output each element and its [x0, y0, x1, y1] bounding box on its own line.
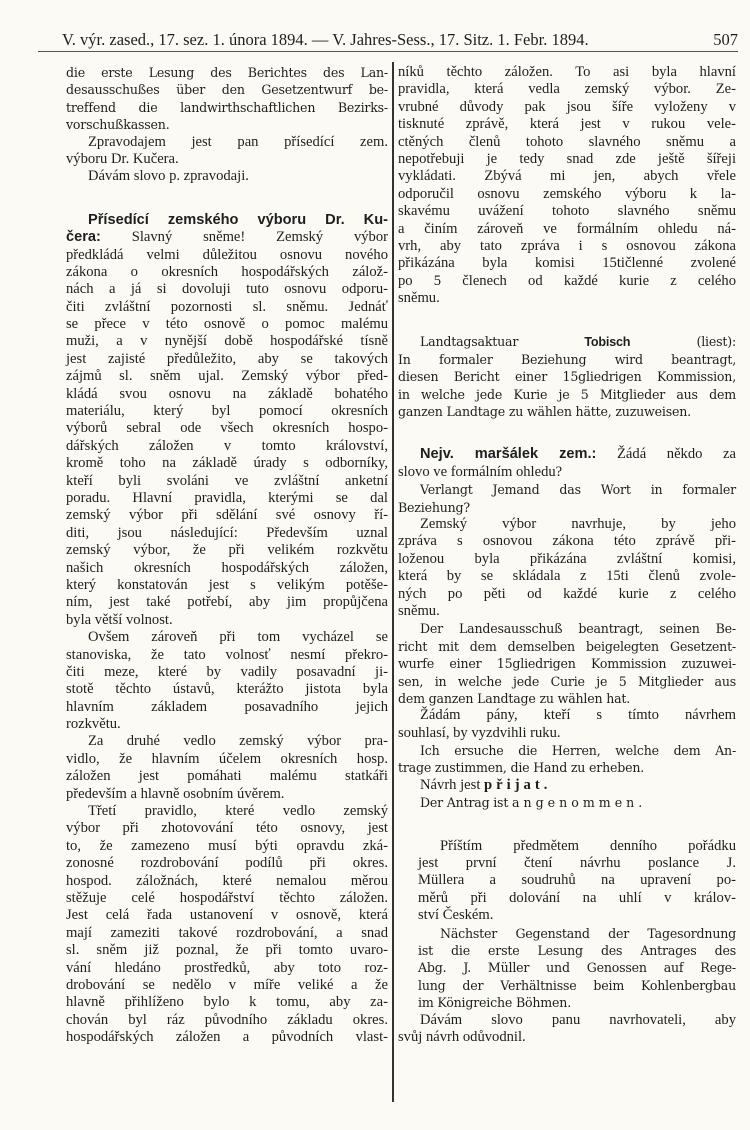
line-text: kromě toho na základě úrady s odborníky, — [66, 455, 388, 472]
line-text: sněmu. — [398, 290, 440, 307]
text-line — [66, 873, 388, 890]
text-line — [66, 577, 388, 594]
text-line — [66, 907, 388, 924]
line-text: ství Českém. — [418, 907, 494, 924]
line-text: dářských záložen v tomto království, — [66, 437, 388, 454]
line-text: odporučil osnovu zemského výboru k la- — [398, 185, 736, 202]
text-line — [398, 994, 736, 1011]
text-line — [398, 273, 736, 290]
text-line — [398, 81, 736, 98]
text-line — [66, 925, 388, 942]
line-text: Jest celá řada ustanovení v osnově, která — [66, 907, 388, 924]
text-line — [66, 299, 388, 316]
line-text: byla větší volnost. — [66, 611, 173, 628]
text-line — [398, 1029, 736, 1046]
text-line — [398, 603, 736, 620]
text-line — [398, 959, 736, 976]
line-text: kládá svou osnovu na základě bohatého — [66, 385, 388, 402]
text-line — [398, 499, 736, 516]
text-line — [398, 533, 736, 550]
text-line — [66, 116, 388, 133]
paragraph — [398, 707, 736, 742]
line-text: loženou byla přikázána zvláštní komisi, — [398, 550, 736, 567]
line-text: jest zajisté předůležito, aby se takových — [66, 350, 388, 367]
line-text: vrubné důvody pak jsou šíře vyloženy v — [398, 98, 736, 115]
text-line — [398, 725, 736, 742]
text-line — [398, 838, 736, 855]
line-text: Dávám slovo panu navrhovateli, aby — [420, 1011, 736, 1028]
paragraph — [398, 333, 736, 420]
text-line — [398, 351, 736, 368]
text-line — [66, 229, 388, 246]
line-text: zemský výbor při sdělání své osnovy ří- — [66, 507, 388, 524]
text-line — [66, 168, 388, 185]
text-line — [66, 490, 388, 507]
text-line — [66, 560, 388, 577]
text-line — [398, 925, 736, 942]
text-line — [398, 942, 736, 959]
line-text: svůj návrh odůvodnil. — [398, 1028, 526, 1045]
text-line — [66, 386, 388, 403]
paragraph — [398, 620, 736, 707]
text-line — [66, 264, 388, 281]
page-header — [62, 28, 738, 50]
left-column — [66, 64, 388, 1046]
text-line — [66, 612, 388, 629]
line-text: po 5 členech od každé kurie z celého — [398, 272, 736, 289]
text-line — [66, 803, 388, 820]
line-text: nepotřebuji je tedy snad zde ještě šířeji — [398, 150, 736, 167]
paragraph — [398, 481, 736, 516]
text-line — [66, 542, 388, 559]
paragraph — [398, 777, 736, 794]
line-text: která by se skládala z 15ti členů zvole- — [398, 568, 736, 585]
paragraph — [66, 212, 388, 629]
line-text: výboru Dr. Kučera. — [66, 150, 179, 167]
text-line — [398, 620, 736, 637]
line-text: drobování se nedělo v míře veliké a že — [66, 976, 388, 993]
text-line — [66, 151, 388, 168]
paragraph — [398, 516, 736, 620]
line-text: stotě těchto ústavů, kterážto jistota byla — [66, 681, 388, 698]
line-text: Žádá někdo za — [596, 446, 736, 463]
line-text: diti, jsou následující: Především uznal — [66, 524, 388, 541]
speaker-name: Nejv. maršálek zem.: — [420, 446, 597, 463]
line-text: záložen jest pomáhati malému statkáři — [66, 768, 388, 785]
text-line — [398, 481, 736, 498]
text-line — [66, 890, 388, 907]
text-line — [66, 838, 388, 855]
line-text: jest první čtení návrhu poslance J. — [418, 855, 736, 872]
line-text: nách a já si dovoluji tuto osnovu odporu- — [66, 281, 388, 298]
text-line — [66, 438, 388, 455]
line-text: především a hlavně osobním úvěrem. — [66, 785, 285, 802]
speaker-name: Přísedící zemského výboru Dr. Ku- — [88, 211, 388, 228]
line-text: Návrh jest — [420, 776, 485, 793]
line-text: a činím zároveň ve formálním ohledu ná- — [398, 220, 736, 237]
line-text: výborů sebral ode všech okresních hospo- — [66, 420, 388, 437]
text-line — [66, 629, 388, 646]
text-line — [398, 655, 736, 672]
text-line — [66, 333, 388, 350]
text-line — [66, 1029, 388, 1046]
text-line — [66, 134, 388, 151]
text-line — [398, 977, 736, 994]
line-text: vorschußkassen. — [66, 117, 170, 133]
text-line — [66, 768, 388, 785]
paragraph — [66, 64, 388, 134]
text-line — [398, 386, 736, 403]
line-text: zpráva s osnovou zákona této zprávě při- — [398, 533, 736, 550]
paragraph — [398, 446, 736, 481]
text-line — [66, 507, 388, 524]
line-text: vrh, aby tato zpráva i s osnovou zákona — [398, 237, 736, 254]
line-text: sen, in welche jede Curie je 5 Mitglieder aus — [398, 673, 736, 689]
text-line — [66, 699, 388, 716]
text-line — [398, 568, 736, 585]
line-text: slovo ve formálním ohledu? — [398, 463, 563, 480]
line-text: Der Landesausschuß beantragt, seinen Be- — [420, 621, 736, 637]
line-text: Příštím předmětem denního pořádku — [440, 837, 736, 854]
line-text: kteří byli svoláni ve zvláštní anketní — [66, 472, 388, 489]
text-line — [398, 368, 736, 385]
line-text: pravidla, která vedla zemský výbor. Ze- — [398, 81, 736, 98]
line-text: měrů při dolování na uhlí v králov- — [418, 889, 736, 906]
line-text: výbor při zhotovování této osnovy, jest — [66, 820, 388, 837]
text-line — [66, 751, 388, 768]
column-divider — [392, 62, 394, 1102]
line-text: rozkvětu. — [66, 716, 121, 733]
line-text: Slavný sněme! Zemský výbor — [100, 229, 388, 246]
line-text: trage zustimmen, die Hand zu erheben. — [398, 760, 645, 776]
line-text: vání hledáno prostředků, aby toto roz- — [66, 959, 388, 976]
paragraph — [66, 803, 388, 1046]
text-line — [66, 942, 388, 959]
line-text: to, že zamezeno musí býti opravdu zká- — [66, 837, 388, 854]
text-line — [66, 316, 388, 333]
line-text: zájmů sl. sněm ujal. Zemský výbor před- — [66, 368, 388, 385]
text-line — [398, 794, 736, 811]
line-text: Za druhé vedlo zemský výbor pra- — [88, 733, 388, 750]
paragraph — [398, 742, 736, 777]
speaker-name: čera: — [66, 229, 101, 246]
line-text: die erste Lesung des Berichtes des Lan- — [66, 65, 388, 80]
line-text: zákona o okresních hospodářských zálož- — [66, 263, 388, 280]
line-text: im Königreiche Böhmen. — [418, 995, 572, 1011]
text-line — [398, 446, 736, 463]
text-line — [398, 168, 736, 185]
text-line — [398, 203, 736, 220]
text-line — [66, 64, 388, 81]
line-text: hlavním základem posavadního jejich — [66, 698, 388, 715]
line-text: Ich ersuche die Herren, welche dem An- — [420, 743, 736, 759]
text-line — [398, 64, 736, 81]
text-line — [398, 673, 736, 690]
text-line — [66, 960, 388, 977]
paragraph — [398, 1012, 736, 1047]
line-text: Der Antrag ist — [420, 795, 512, 811]
text-line — [398, 586, 736, 603]
line-text: wurfe einer 15gliedrigen Kommission zuzuwei- — [398, 656, 736, 672]
text-line — [66, 81, 388, 98]
line-text: zonosné rozdrobování podílů při okres. — [66, 855, 388, 872]
text-line — [398, 759, 736, 776]
line-text: desausschußes über den Gesetzentwurf be- — [66, 82, 388, 98]
text-line — [66, 212, 388, 229]
line-text: předkládá velmi důležitou osnovu nového — [66, 246, 388, 263]
line-text: mají zameziti takové rozdrobování, a snad — [66, 924, 388, 941]
text-line — [398, 221, 736, 238]
line-text: materiálu, který byl pomocí okresních — [66, 403, 388, 420]
text-line — [398, 1012, 736, 1029]
text-line — [66, 681, 388, 698]
right-column — [398, 64, 736, 1046]
text-line — [66, 820, 388, 837]
line-text: In formaler Beziehung wird beantragt, — [398, 351, 736, 367]
paragraph — [398, 794, 736, 811]
line-text: hlavně přihlíženo bylo k tomu, aby za- — [66, 994, 388, 1011]
paragraph — [66, 168, 388, 185]
line-text: Dávám slovo p. zpravodaji. — [88, 168, 249, 185]
line-text: Zemský výbor navrhuje, by jeho — [420, 515, 736, 532]
line-text: hospod. záložnách, které nemalou měrou — [66, 872, 388, 889]
page-number: 507 — [713, 30, 738, 49]
text-line — [398, 403, 736, 420]
text-line — [398, 116, 736, 133]
line-text: Abg. J. Müller und Genossen auf Rege- — [418, 960, 736, 976]
line-text: stěžuje celé hospodářství těchto záložen. — [66, 889, 388, 906]
text-line — [66, 647, 388, 664]
text-line — [398, 907, 736, 924]
line-text: vidlo, že hlavním účelem okresních hosp. — [66, 750, 388, 767]
line-text: přikázána byla komisi 15tičlenné zvolené — [398, 255, 736, 272]
line-text: čiti meze, které by vadily posavadní ji- — [66, 663, 388, 680]
line-text: níků těchto záložen. To asi byla hlavní — [398, 64, 736, 80]
line-text: sl. sněm již poznal, že při tomto uvaro- — [66, 942, 388, 959]
text-line — [66, 473, 388, 490]
line-text: Landtagsaktuar — [420, 334, 585, 350]
text-line — [66, 99, 388, 116]
line-text: treffend die landwirthschaftlichen Bezirks- — [66, 99, 388, 115]
text-line — [398, 707, 736, 724]
paragraph — [66, 629, 388, 733]
text-line — [66, 994, 388, 1011]
line-text: Žádám pány, kteří s tímto návrhem — [420, 707, 736, 724]
line-text: skavému uvážení tohoto slavného sněmu — [398, 203, 736, 220]
text-line — [66, 525, 388, 542]
text-line — [66, 247, 388, 264]
text-line — [66, 368, 388, 385]
line-text: vykládati. Zbývá mi jen, abych vřele — [398, 168, 736, 185]
line-text: richt mit dem demselben beigelegten Gesetzent- — [398, 638, 736, 654]
text-line — [398, 238, 736, 255]
line-text: muži, a v nynější době hospodářské tísně — [66, 333, 388, 350]
line-text: stanoviska, že tato volnosť nesmí překro- — [66, 646, 388, 663]
line-text: Nächster Gegenstand der Tagesordnung — [440, 925, 736, 941]
line-text: čiti zvláštní pozornosti sl. sněmu. Jednáť — [66, 298, 388, 315]
text-line — [398, 333, 736, 350]
text-line — [66, 733, 388, 750]
line-text: lung der Verhältnisse beim Kohlenbergbau — [418, 977, 736, 993]
line-text: Třetí pravidlo, které vedlo zemský — [88, 803, 388, 820]
text-line — [398, 516, 736, 533]
text-line — [66, 664, 388, 681]
line-text: diesen Bericht einer 15gliedrigen Kommission, — [398, 369, 736, 385]
text-line — [66, 594, 388, 611]
text-line — [66, 786, 388, 803]
running-title: V. výr. zased., 17. sez. 1. února 1894. — V. Jahres-Sess., 17. Sitz. 1. Febr. 1894. — [62, 30, 589, 49]
line-text: (liest): — [630, 334, 736, 350]
line-text: hospodářských záložen a původních vlast- — [66, 1029, 388, 1046]
text-line — [398, 890, 736, 907]
line-text: ctěných členů tohoto slavného sněmu a — [398, 133, 736, 150]
paragraph — [398, 925, 736, 1012]
line-text: zemský výbor, že při velikém rozkvětu — [66, 542, 388, 559]
text-line — [398, 690, 736, 707]
emphasis-text: angenommen. — [512, 795, 647, 811]
text-line — [66, 1012, 388, 1029]
text-line — [398, 855, 736, 872]
text-line — [66, 420, 388, 437]
text-line — [66, 855, 388, 872]
line-text: ním, jest také potřebí, aby jim propůjčena — [66, 594, 388, 611]
line-text: který konstatován jest s velikým potěše- — [66, 576, 388, 593]
text-line — [66, 403, 388, 420]
line-text: tisknuté zprávě, která jest v rukou vele- — [398, 116, 736, 133]
text-line — [398, 551, 736, 568]
text-line — [398, 872, 736, 889]
line-text: poradu. Hlavní pravidla, kterými se dal — [66, 489, 388, 506]
text-line — [398, 290, 736, 307]
text-line — [66, 977, 388, 994]
paragraph — [398, 64, 736, 307]
line-text: dem ganzen Landtage zu wählen hat. — [398, 690, 631, 706]
line-text: Ovšem zároveň při tom vycházel se — [88, 629, 388, 646]
header-rule — [38, 51, 738, 52]
line-text: ganzen Landtage zu wählen hätte, zuzuweisen. — [398, 404, 691, 420]
text-line — [66, 716, 388, 733]
paragraph — [66, 733, 388, 803]
line-text: Zpravodajem jest pan přísedící zem. — [88, 133, 388, 150]
emphasis-text: přijat. — [484, 776, 552, 793]
text-line — [398, 186, 736, 203]
line-text: ných po pěti od každé kurie z celého — [398, 585, 736, 602]
text-line — [398, 151, 736, 168]
paragraph — [398, 838, 736, 925]
line-text: se přece v této osnově o pomoc malému — [66, 316, 388, 333]
text-line — [398, 255, 736, 272]
paragraph — [66, 134, 388, 169]
text-line — [398, 777, 736, 794]
text-line — [398, 99, 736, 116]
line-text: našich okresních hospodářských záložen, — [66, 559, 388, 576]
line-text: Verlangt Jemand das Wort in formaler — [420, 482, 736, 498]
text-line — [398, 464, 736, 481]
text-line — [398, 134, 736, 151]
line-text: Müllera a soudruhů na upravení po- — [418, 872, 736, 889]
line-text: sněmu. — [398, 602, 440, 619]
text-line — [398, 638, 736, 655]
line-text: in welche jede Kurie je 5 Mitglieder aus dem — [398, 386, 736, 402]
text-line — [66, 455, 388, 472]
line-text: souhlasí, by vyzdvihli ruku. — [398, 724, 561, 741]
text-line — [66, 281, 388, 298]
line-text: ist die erste Lesung des Antrages des — [418, 942, 736, 958]
text-line — [66, 351, 388, 368]
line-text: Beziehung? — [398, 499, 470, 515]
speaker-name: Tobisch — [584, 335, 631, 350]
text-line — [398, 742, 736, 759]
line-text: chován byl ráz původního základu okres. — [66, 1011, 388, 1028]
